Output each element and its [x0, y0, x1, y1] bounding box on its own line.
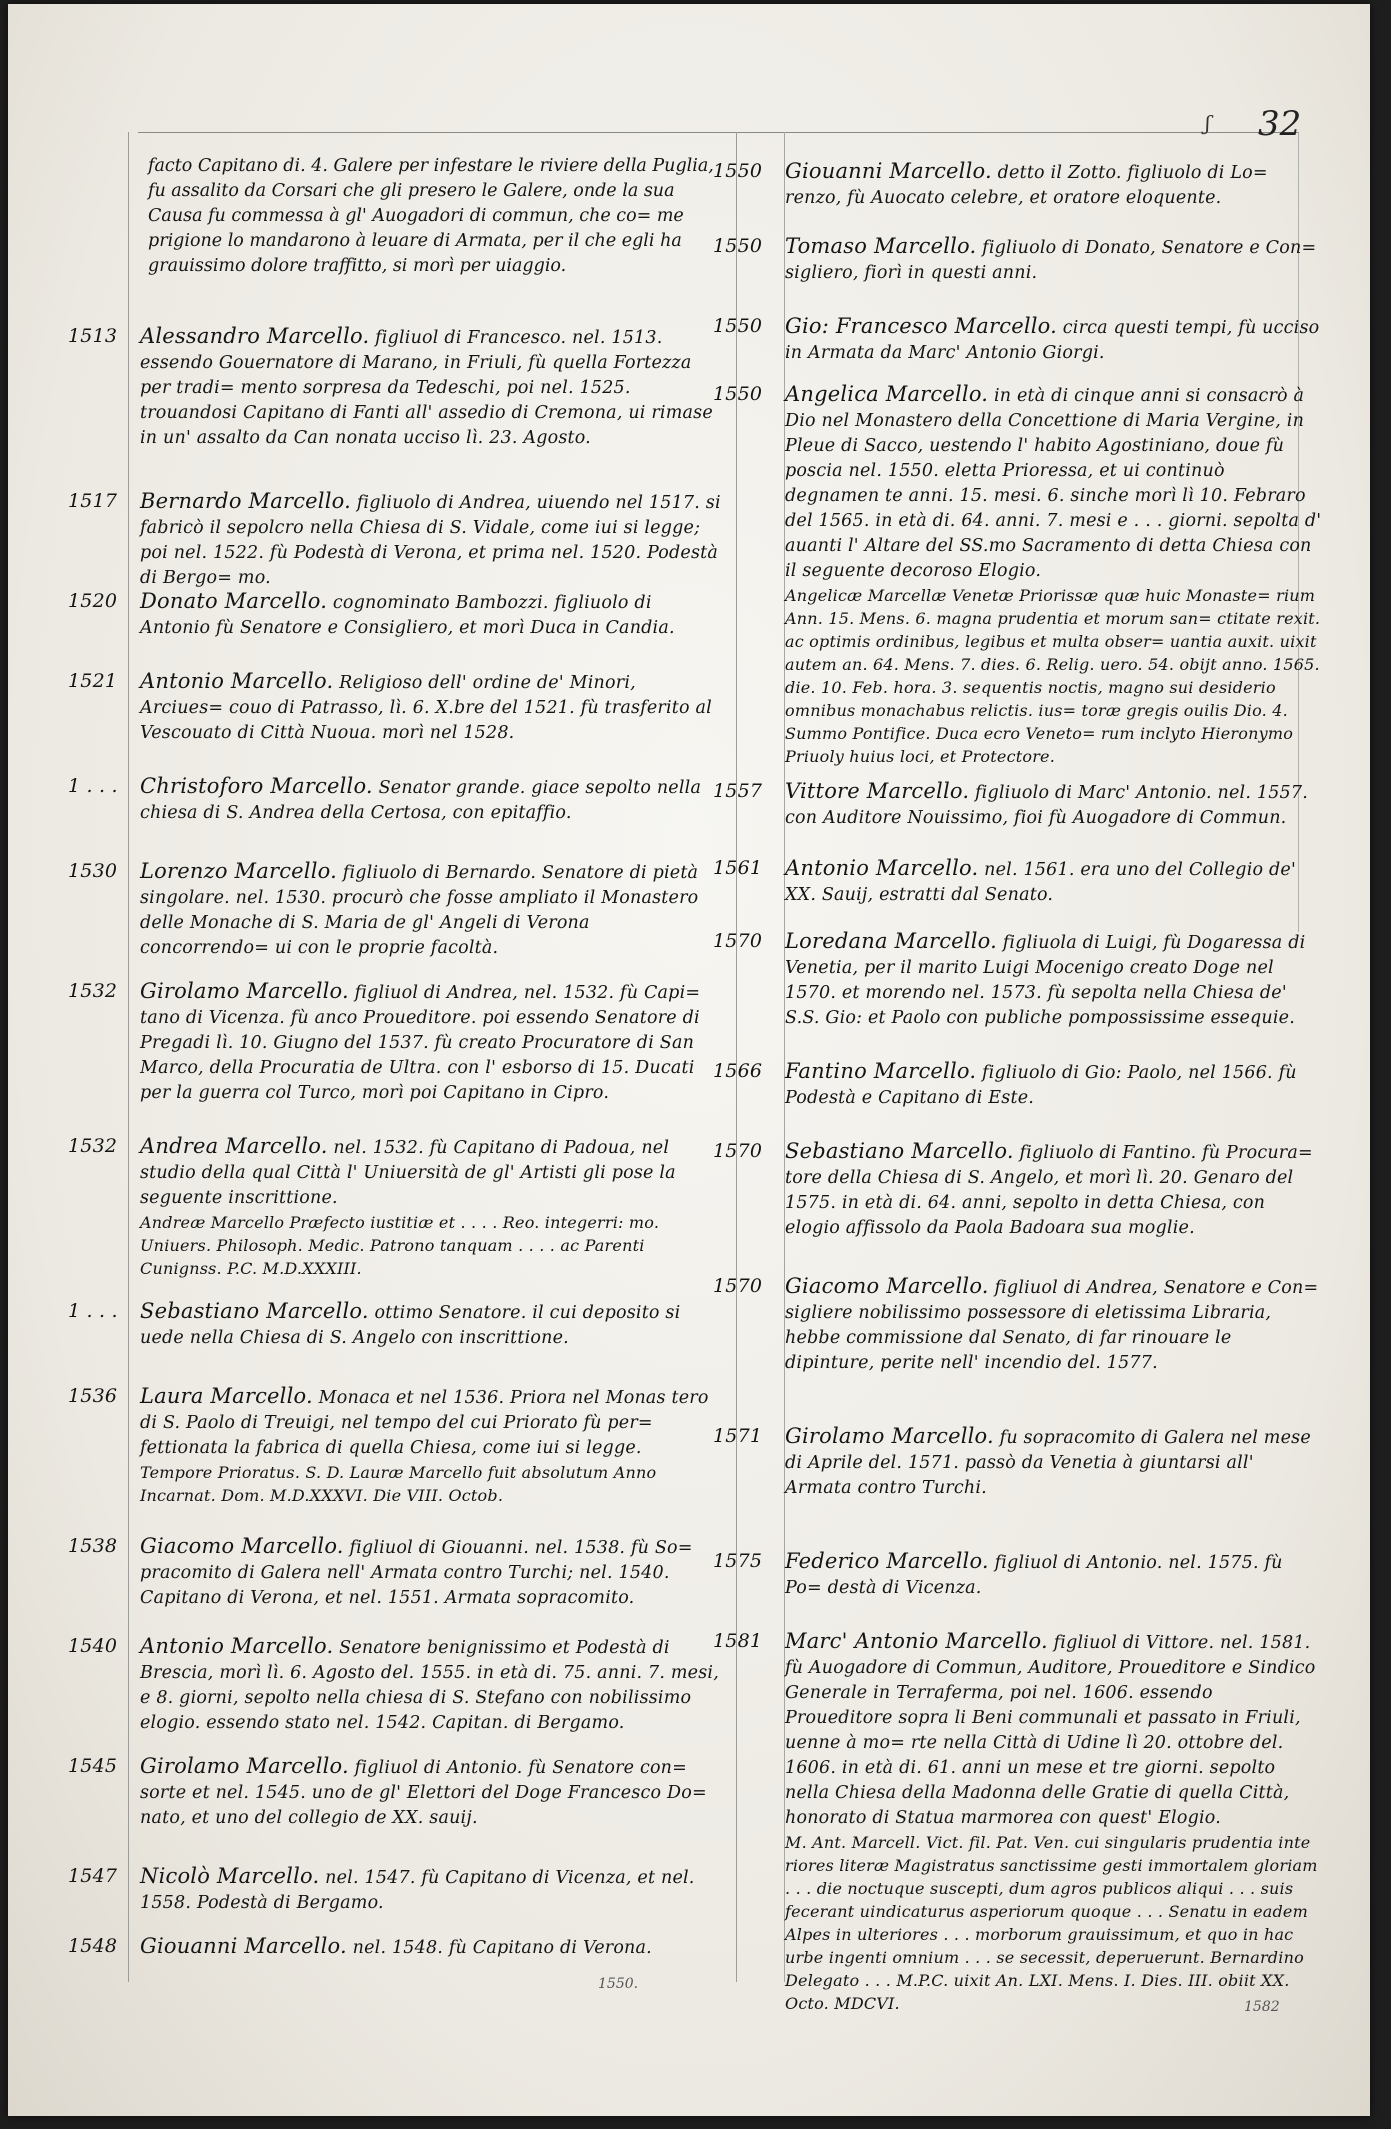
entry-text-block	[140, 489, 723, 591]
entry-text-block	[785, 779, 1323, 831]
entry-year: 1545	[68, 1755, 118, 1777]
entry-body: figliuolo di Andrea, uiuendo nel 1517. si fabricò il sepolcro nella Chiesa di S. Vidale, come iui si legge; poi nel. 1522. fù Podestà di Verona, et prima nel. 1520. Podestà di Bergo= mo.	[140, 493, 721, 588]
right-footer-note: 1582	[1244, 1999, 1280, 2015]
entry-name: Marc' Antonio Marcello.	[785, 1629, 1048, 1653]
left-entry	[68, 1864, 723, 1916]
right-entry	[713, 382, 1323, 768]
entry-text-block	[785, 314, 1323, 366]
entry-name: Nicolò Marcello.	[140, 1864, 320, 1888]
entry-inscription: Andreæ Marcello Præfecto iustitiæ et . . . . Reo. integerri: mo. Uniuers. Philosoph. Medic. Patrono tanquam . . . . ac Parenti Cunignss. P.C. M.D.XXXIII.	[140, 1213, 660, 1278]
entry-year: 1536	[68, 1385, 118, 1407]
entry-text-block	[785, 929, 1323, 1031]
entry-name: Girolamo Marcello.	[785, 1424, 994, 1448]
entry-name: Antonio Marcello.	[785, 856, 979, 880]
left-entry	[68, 1934, 723, 1961]
right-entry	[713, 159, 1323, 211]
entry-year: 1548	[68, 1935, 118, 1957]
entry-year: 1513	[68, 325, 118, 347]
right-entry	[713, 1139, 1323, 1241]
entry-inscription: Angelicæ Marcellæ Venetæ Priorissæ quæ huic Monaste= rium Ann. 15. Mens. 6. magna prudentia et morum san= ctitate rexit. ac optimis ordinibus, legibus et multa obser= uantia auxit. uixit autem an. 64. Mens. 7. dies. 6. Relig. uero. 54. obijt anno. 1565. die. 10. Feb. hora. 3. sequentis noctis, magno sui desiderio omnibus monachabus relictis. ius= toræ gregis ouilis Dio. 4. Summo Pontifice. Duca ecro Veneto= rum inclyto Hieronymo Priuoly huius loci, et Protectore.	[785, 586, 1321, 766]
entry-text-block	[785, 382, 1323, 768]
entry-body: figliuol di Andrea, Senatore e Con= sigliere nobilissimo possessore di eletissima Libraria, hebbe commissione dal Senato, di far rinouare le dipinture, perite nell' incendio del. 1577.	[785, 1278, 1319, 1373]
entry-year: 1570	[713, 930, 763, 952]
entry-year: 1566	[713, 1060, 763, 1082]
entry-text-block	[785, 159, 1323, 211]
entry-year: 1532	[68, 980, 118, 1002]
entry-name: Girolamo Marcello.	[140, 1754, 349, 1778]
folio-number: 32	[1258, 104, 1302, 144]
entry-text-block	[785, 1274, 1323, 1376]
entry-name: Girolamo Marcello.	[140, 979, 349, 1003]
right-entry	[713, 314, 1323, 366]
left-footer-note: 1550.	[598, 1976, 639, 1992]
entry-year: 1520	[68, 590, 118, 612]
left-entry	[68, 589, 723, 641]
entry-year: 1517	[68, 490, 118, 512]
left-entry	[68, 1754, 723, 1831]
left-entry	[68, 1134, 723, 1280]
entry-name: Sebastiano Marcello.	[140, 1299, 369, 1323]
entry-name: Loredana Marcello.	[785, 929, 997, 953]
entry-inscription: M. Ant. Marcell. Vict. fil. Pat. Ven. cui singularis prudentia inte riores literæ Magistratus sanctissime gesti immortalem gloriam . . . die noctuque suscepti, dum agros publicos aliqui . . . suis fecerant uindicaturus asperiorum quoque . . . Senatu in eadem Alpes in ulteriores . . . morborum grauissimum, et quo in hac urbe ingenti omnium . . . se secessit, deperuerunt. Bernardino Delegato . . . M.P.C. uixit An. LXI. Mens. I. Dies. III. obiit XX. Octo. MDCVI.	[785, 1833, 1318, 2013]
entry-year: 1538	[68, 1535, 118, 1557]
entry-name: Laura Marcello.	[140, 1384, 313, 1408]
entry-name: Giouanni Marcello.	[785, 159, 992, 183]
entry-body: ottimo Senatore. il cui deposito si uede nella Chiesa di S. Angelo con inscrittione.	[140, 1303, 681, 1348]
entry-text-block	[140, 1864, 723, 1916]
entry-text-block	[140, 589, 723, 641]
right-entry	[713, 1549, 1323, 1601]
right-entry	[713, 1629, 1323, 2015]
left-entry	[68, 1299, 723, 1351]
entry-year: 1570	[713, 1140, 763, 1162]
entry-name: Gio: Francesco Marcello.	[785, 314, 1058, 338]
entry-text-block	[140, 1134, 723, 1280]
entry-body: in età di cinque anni si consacrò à Dio nel Monastero della Concettione di Maria Vergine, in Pleue di Sacco, uestendo l' habito Agostiniano, doue fù poscia nel. 1550. eletta Prioressa, et ui continuò degnamen te anni. 15. mesi. 6. sinche morì lì 10. Febraro del 1565. in età di. 64. anni. 7. mesi e . . . giorni. sepolta d' auanti l' Altare del SS.mo Sacramento di detta Chiesa con il seguente decoroso Elogio.	[785, 386, 1322, 581]
entry-name: Giacomo Marcello.	[785, 1274, 989, 1298]
entry-body: nel. 1547. fù Capitano di Vicenza, et nel. 1558. Podestà di Bergamo.	[140, 1868, 695, 1913]
right-entry	[713, 1424, 1323, 1501]
entry-text-block	[140, 1534, 723, 1611]
entry-inscription: Tempore Prioratus. S. D. Lauræ Marcello fuit absolutum Anno Incarnat. Dom. M.D.XXXVI. Die VIII. Octob.	[140, 1463, 657, 1505]
entry-name: Fantino Marcello.	[785, 1059, 977, 1083]
entry-name: Federico Marcello.	[785, 1549, 989, 1573]
entry-body: detto il Zotto. figliuolo di Lo= renzo, fù Auocato celebre, et oratore eloquente.	[785, 163, 1268, 208]
entry-year: 1561	[713, 857, 763, 879]
entry-text-block	[785, 1629, 1323, 2015]
entry-year: 1530	[68, 860, 118, 882]
ruled-line-top	[138, 132, 1298, 133]
entry-text-block	[140, 774, 723, 826]
left-entry	[68, 774, 723, 826]
entry-body: figliuolo di Marc' Antonio. nel. 1557. con Auditore Nouissimo, fioi fù Auogadore di Commun.	[785, 783, 1308, 828]
entry-body: nel. 1532. fù Capitano di Padoua, nel studio della qual Città l' Uniuersità de gl' Artisti gli pose la seguente inscrittione.	[140, 1138, 676, 1208]
entry-year: 1 . . .	[68, 775, 118, 797]
entry-name: Vittore Marcello.	[785, 779, 970, 803]
entry-text-block	[785, 1549, 1323, 1601]
entry-body: figliuol di Francesco. nel. 1513. essendo Gouernatore di Marano, in Friuli, fù quella Fortezza per tradi= mento sorpresa da Tedeschi, poi nel. 1525. trouandosi Capitano di Fanti all' assedio di Cremona, ui rimase in un' assalto da Can nonata ucciso lì. 23. Agosto.	[140, 328, 713, 448]
entry-body: figliuolo di Donato, Senatore e Con= sigliero, fiorì in questi anni.	[785, 238, 1317, 283]
entry-body: figliuolo di Bernardo. Senatore di pietà singolare. nel. 1530. procurò che fosse ampliato il Monastero delle Monache di S. Maria de gl' Angeli di Verona concorrendo= ui con le proprie facoltà.	[140, 863, 699, 958]
entry-body: figliuol di Antonio. fù Senatore con= sorte et nel. 1545. uno de gl' Elettori del Doge Francesco Do= nato, et uno del collegio de XX. sauij.	[140, 1758, 707, 1828]
entry-year: 1 . . .	[68, 1300, 118, 1322]
entry-name: Andrea Marcello.	[140, 1134, 328, 1158]
entry-name: Bernardo Marcello.	[140, 489, 351, 513]
entry-text-block	[140, 1634, 723, 1736]
entry-name: Giacomo Marcello.	[140, 1534, 344, 1558]
entry-name: Christoforo Marcello.	[140, 774, 373, 798]
right-entry	[713, 856, 1323, 908]
entry-name: Giouanni Marcello.	[140, 1934, 347, 1958]
entry-text-block	[785, 1424, 1323, 1501]
entry-body: circa questi tempi, fù ucciso in Armata da Marc' Antonio Giorgi.	[785, 318, 1320, 363]
right-entry	[713, 1059, 1323, 1111]
entry-text-block	[785, 1059, 1323, 1111]
entry-name: Sebastiano Marcello.	[785, 1139, 1014, 1163]
entry-body: cognominato Bambozzi. figliuolo di Antonio fù Senatore e Consigliero, et morì Duca in Candia.	[140, 593, 675, 638]
entry-text-block	[140, 669, 723, 746]
entry-year: 1570	[713, 1275, 763, 1297]
entry-name: Donato Marcello.	[140, 589, 328, 613]
entry-body: fu sopracomito di Galera nel mese di Aprile del. 1571. passò da Venetia à giuntarsi all' Armata contro Turchi.	[785, 1428, 1311, 1498]
entry-year: 1521	[68, 670, 118, 692]
entry-text-block	[140, 1754, 723, 1831]
entry-body: figliuol di Andrea, nel. 1532. fù Capi= tano di Vicenza. fù anco Proueditore. poi essendo Senatore di Pregadi lì. 10. Giugno del 1537. fù creato Procuratore di San Marco, della Procuratia de Ultra. con l' esborso di 15. Ducati per la guerra col Turco, morì poi Capitano in Cipro.	[140, 983, 701, 1103]
entry-body: figliuolo di Fantino. fù Procura= tore della Chiesa di S. Angelo, et morì lì. 20. Genaro del 1575. in età di. 64. anni, sepolto in detta Chiesa, con elogio affissolo da Paola Badoara sua moglie.	[785, 1143, 1313, 1238]
entry-body: figliuola di Luigi, fù Dogaressa di Venetia, per il marito Luigi Mocenigo creato Doge nel 1570. et morendo nel. 1573. fù sepolta nella Chiesa de' S.S. Gio: et Paolo con publiche pompossissime essequie.	[785, 933, 1306, 1028]
entry-name: Angelica Marcello.	[785, 382, 989, 406]
right-entry	[713, 779, 1323, 831]
entry-year: 1550	[713, 235, 763, 257]
entry-body: figliuolo di Gio: Paolo, nel 1566. fù Podestà e Capitano di Este.	[785, 1063, 1297, 1108]
entry-text-block	[140, 1934, 723, 1961]
entry-year: 1550	[713, 315, 763, 337]
entry-year: 1547	[68, 1865, 118, 1887]
entry-text-block	[785, 1139, 1323, 1241]
entry-year: 1532	[68, 1135, 118, 1157]
left-entry	[68, 979, 723, 1106]
entry-text-block	[140, 324, 723, 451]
manuscript-page	[8, 4, 1370, 2116]
entry-body: nel. 1548. fù Capitano di Verona.	[352, 1938, 652, 1958]
entry-name: Antonio Marcello.	[140, 1634, 334, 1658]
entry-year: 1557	[713, 780, 763, 802]
left-entry	[68, 1534, 723, 1611]
entry-text-block	[140, 979, 723, 1106]
entry-body: Religioso dell' ordine de' Minori, Arciues= couo di Patrasso, lì. 6. X.bre del 1521. fù trasferito al Vescouato di Città Nuoua. morì nel 1528.	[140, 673, 712, 743]
entry-text-block	[140, 1384, 723, 1507]
right-entry	[713, 234, 1323, 286]
entry-body: nel. 1561. era uno del Collegio de' XX. Sauij, estratti dal Senato.	[785, 860, 1296, 905]
left-entry	[68, 1634, 723, 1736]
entry-name: Tomaso Marcello.	[785, 234, 977, 258]
entry-year: 1571	[713, 1425, 763, 1447]
entry-year: 1550	[713, 160, 763, 182]
entry-body: Monaca et nel 1536. Priora nel Monas tero di S. Paolo di Treuigi, nel tempo del cui Priorato fù per= fettionata la fabrica di quella Chiesa, come iui si legge.	[140, 1388, 709, 1458]
entry-name: Alessandro Marcello.	[140, 324, 370, 348]
left-entry	[68, 1384, 723, 1507]
entry-text-block	[785, 856, 1323, 908]
right-entry	[713, 1274, 1323, 1376]
page-mark: ʃ	[1205, 111, 1211, 135]
entry-name: Lorenzo Marcello.	[140, 859, 337, 883]
entry-body: Senatore benignissimo et Podestà di Brescia, morì lì. 6. Agosto del. 1555. in età di. 75. anni. 7. mesi, e 8. giorni, sepolto nella chiesa di S. Stefano con nobilissimo elogio. essendo stato nel. 1542. Capitan. di Bergamo.	[140, 1638, 719, 1733]
entry-year: 1540	[68, 1635, 118, 1657]
entry-year: 1550	[713, 383, 763, 405]
entry-name: Antonio Marcello.	[140, 669, 334, 693]
entry-body: figliuol di Vittore. nel. 1581. fù Auogadore di Commun, Auditore, Proueditore e Sindico Generale in Terraferma, poi nel. 1606. essendo Proueditore sopra li Beni communali et passato in Friuli, uenne à mo= rte nella Città di Udine lì 20. ottobre del. 1606. in età di. 61. anni un mese et tre giorni. sepolto nella Chiesa della Madonna delle Gratie di quella Città, honorato di Statua marmorea con quest' Elogio.	[785, 1633, 1316, 1828]
right-entry	[713, 929, 1323, 1031]
left-opening-text: facto Capitano di. 4. Galere per infestare le riviere della Puglia, fu assalito da Corsari che gli presero le Galere, onde la sua Causa fu commessa à gl' Auogadori di commun, che co= me prigione lo mandarono à leuare di Armata, per il che egli ha grauissimo dolore traffitto, si morì per uiaggio.	[148, 156, 714, 276]
entry-body: figliuol di Giouanni. nel. 1538. fù So= pracomito di Galera nell' Armata contro Turchi; nel. 1540. Capitano di Verona, et nel. 1551. Armata sopracomito.	[140, 1538, 693, 1608]
entry-text-block	[140, 859, 723, 961]
entry-body: Senator grande. giace sepolto nella chiesa di S. Andrea della Certosa, con epitaffio.	[140, 778, 702, 823]
entry-body: figliuol di Antonio. nel. 1575. fù Po= destà di Vicenza.	[785, 1553, 1283, 1598]
entry-text-block	[785, 234, 1323, 286]
entry-year: 1581	[713, 1630, 763, 1652]
entry-text-block	[140, 1299, 723, 1351]
left-entry	[68, 859, 723, 961]
left-entry	[68, 489, 723, 591]
entry-year: 1575	[713, 1550, 763, 1572]
left-entry	[68, 324, 723, 451]
left-entry	[68, 669, 723, 746]
